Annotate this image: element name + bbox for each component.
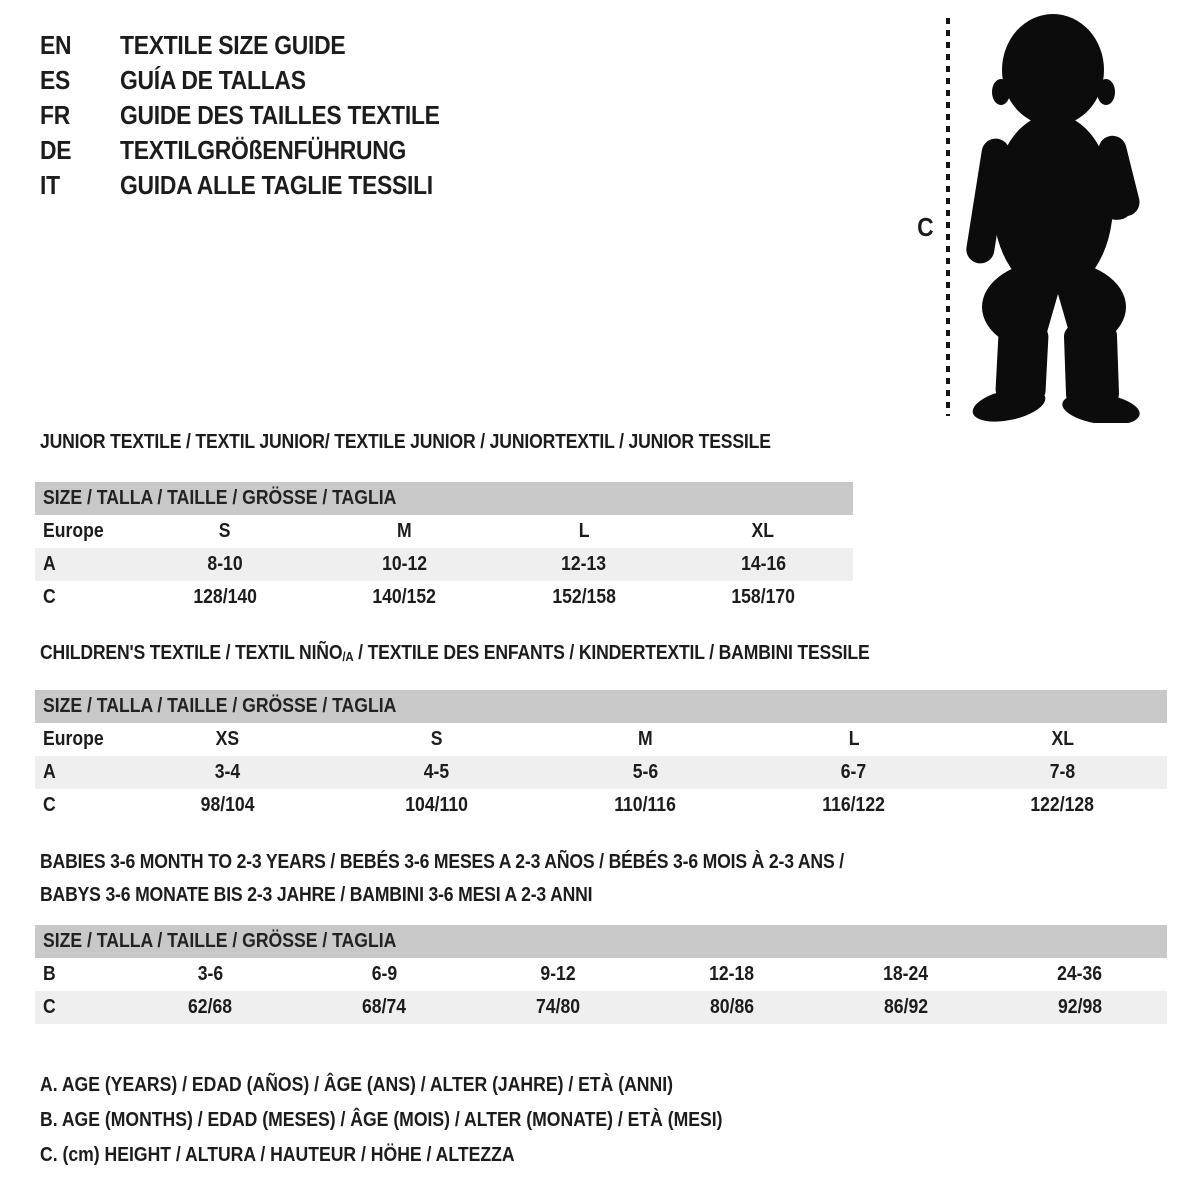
row-label-text: A — [43, 761, 56, 783]
toddler-silhouette-icon — [956, 8, 1146, 423]
height-value-cell — [749, 789, 958, 822]
size-value: XL — [1051, 728, 1074, 750]
age-value: 3-6 — [197, 963, 223, 985]
height-value-cell — [993, 991, 1167, 1024]
age-value-cell — [123, 756, 332, 789]
table-row-age — [35, 756, 1167, 789]
lang-code — [40, 65, 120, 96]
row-label-text: Europe — [43, 728, 104, 750]
size-value: XL — [752, 520, 775, 542]
table-row-age-months — [35, 958, 1167, 991]
height-value-cell — [958, 789, 1167, 822]
size-value: M — [637, 728, 653, 750]
age-value: 9-12 — [540, 963, 576, 985]
lang-title-text: TEXTILE SIZE GUIDE — [120, 30, 346, 60]
lang-row-de — [40, 133, 483, 168]
height-value: 98/104 — [200, 794, 255, 816]
row-label-text: B — [43, 963, 56, 985]
height-value: 128/140 — [192, 586, 257, 608]
lang-row-es — [40, 63, 483, 98]
size-header-label: SIZE / TALLA / TAILLE / GRÖSSE / TAGLIA — [43, 487, 397, 509]
lang-row-en — [40, 28, 483, 63]
lang-code-text: ES — [40, 65, 71, 95]
junior-section-title-text: JUNIOR TEXTILE / TEXTIL JUNIOR/ TEXTILE JUNIOR / JUNIORTEXTIL / JUNIOR TESSILE — [40, 431, 771, 453]
language-title-list — [40, 28, 483, 203]
legend-line-c-text: C. (cm) HEIGHT / ALTURA / HAUTEUR / HÖHE / ALTEZZA — [40, 1144, 515, 1166]
table-row-age — [35, 548, 853, 581]
age-value-cell — [315, 548, 495, 581]
row-label-text: C — [43, 586, 56, 608]
size-value-cell — [135, 515, 315, 548]
table-row-europe — [35, 723, 1167, 756]
height-value: 62/68 — [187, 996, 233, 1018]
age-value-cell — [494, 548, 674, 581]
size-value-cell — [749, 723, 958, 756]
junior-section-title — [40, 431, 870, 454]
size-value: S — [430, 728, 443, 750]
height-value: 110/116 — [614, 794, 676, 816]
height-value-cell — [494, 581, 674, 614]
legend-line-c — [40, 1138, 816, 1173]
lang-title — [120, 65, 331, 96]
size-header-bar — [35, 925, 1167, 958]
height-value-cell — [471, 991, 645, 1024]
table-row-europe — [35, 515, 853, 548]
height-value-cell — [123, 991, 297, 1024]
lang-row-it — [40, 168, 483, 203]
lang-title-text: TEXTILGRÖßENFÜHRUNG — [120, 135, 407, 165]
age-value: 10-12 — [381, 553, 427, 575]
age-value-cell — [749, 756, 958, 789]
row-label — [35, 548, 135, 581]
lang-code — [40, 30, 120, 61]
age-value: 12-18 — [709, 963, 755, 985]
height-measure-label-text: C — [916, 212, 934, 242]
children-section-title — [40, 642, 983, 665]
row-label — [35, 756, 123, 789]
height-value-cell — [297, 991, 471, 1024]
height-measure-label — [908, 212, 942, 243]
height-value-cell — [819, 991, 993, 1024]
lang-title-text: GUIDA ALLE TAGLIE TESSILI — [120, 170, 433, 200]
age-value-cell — [819, 958, 993, 991]
height-value: 122/128 — [1030, 794, 1095, 816]
age-value: 18-24 — [883, 963, 929, 985]
row-label — [35, 958, 123, 991]
size-header-bar — [35, 482, 853, 515]
table-row-height — [35, 789, 1167, 822]
age-value-cell — [297, 958, 471, 991]
babies-section-title-line1-text: BABIES 3-6 MONTH TO 2-3 YEARS / BEBÉS 3-6 MESES A 2-3 AÑOS / BÉBÉS 3-6 MOIS À 2-3 ANS / — [40, 851, 844, 873]
age-value-cell — [674, 548, 854, 581]
height-value: 152/158 — [551, 586, 616, 608]
row-label — [35, 991, 123, 1024]
row-label — [35, 581, 135, 614]
row-label — [35, 789, 123, 822]
children-size-table — [35, 690, 1167, 822]
size-header-label: SIZE / TALLA / TAILLE / GRÖSSE / TAGLIA — [43, 695, 397, 717]
age-value: 24-36 — [1057, 963, 1103, 985]
height-value: 68/74 — [361, 996, 407, 1018]
row-label — [35, 723, 123, 756]
age-value-cell — [471, 958, 645, 991]
age-value-cell — [332, 756, 541, 789]
size-value-cell — [332, 723, 541, 756]
height-value-cell — [315, 581, 495, 614]
lang-title-text: GUIDE DES TAILLES TEXTILE — [120, 100, 440, 130]
height-value: 104/110 — [404, 794, 468, 816]
age-value: 4-5 — [423, 761, 449, 783]
height-value-cell — [332, 789, 541, 822]
size-value-cell — [123, 723, 332, 756]
size-value-cell — [958, 723, 1167, 756]
age-value-cell — [645, 958, 819, 991]
height-value-cell — [123, 789, 332, 822]
lang-code — [40, 100, 120, 131]
row-label-text: A — [43, 553, 56, 575]
lang-title — [120, 170, 476, 201]
height-value-cell — [135, 581, 315, 614]
lang-title-text: GUÍA DE TALLAS — [120, 65, 306, 95]
height-value: 158/170 — [731, 586, 796, 608]
legend-line-a — [40, 1068, 816, 1103]
size-value-cell — [541, 723, 750, 756]
height-value: 140/152 — [372, 586, 437, 608]
height-value-cell — [674, 581, 854, 614]
age-value-cell — [123, 958, 297, 991]
lang-row-fr — [40, 98, 483, 133]
children-title-sub: /A — [342, 649, 354, 664]
size-value: L — [578, 520, 590, 542]
height-value: 86/92 — [883, 996, 929, 1018]
babies-section-title-line1 — [40, 851, 954, 874]
babies-section-title-line2-text: BABYS 3-6 MONATE BIS 2-3 JAHRE / BAMBINI 3-6 MESI A 2-3 ANNI — [40, 884, 593, 906]
age-value: 3-4 — [214, 761, 241, 783]
height-value: 74/80 — [535, 996, 581, 1018]
age-value: 6-7 — [841, 761, 867, 783]
babies-section-title-line2 — [40, 884, 668, 907]
row-label-text: C — [43, 794, 56, 816]
height-measure-dashed-line — [946, 18, 950, 416]
legend-line-a-text: A. AGE (YEARS) / EDAD (AÑOS) / ÂGE (ANS) / ALTER (JAHRE) / ETÀ (ANNI) — [40, 1074, 673, 1096]
table-row-height — [35, 581, 853, 614]
age-value: 8-10 — [207, 553, 243, 575]
age-value: 7-8 — [1049, 761, 1076, 783]
lang-title — [120, 100, 483, 131]
lang-code-text: DE — [40, 135, 72, 165]
size-header-bar — [35, 690, 1167, 723]
height-value-cell — [541, 789, 750, 822]
age-value: 12-13 — [561, 553, 607, 575]
lang-code-text: IT — [40, 170, 60, 200]
table-row-height — [35, 991, 1167, 1024]
legend-line-b — [40, 1103, 816, 1138]
row-label-text: Europe — [43, 520, 104, 542]
age-value-cell — [541, 756, 750, 789]
size-value-cell — [674, 515, 854, 548]
lang-title — [120, 135, 445, 166]
lang-code-text: FR — [40, 100, 70, 130]
size-value: L — [848, 728, 860, 750]
children-title-pre: CHILDREN'S TEXTILE / TEXTIL NIÑO — [40, 642, 343, 664]
legend-block — [40, 1068, 816, 1173]
age-value: 5-6 — [632, 761, 658, 783]
row-label — [35, 515, 135, 548]
size-header-label: SIZE / TALLA / TAILLE / GRÖSSE / TAGLIA — [43, 930, 397, 952]
size-value-cell — [494, 515, 674, 548]
lang-title — [120, 30, 376, 61]
height-value: 92/98 — [1057, 996, 1103, 1018]
lang-code — [40, 135, 120, 166]
height-value: 116/122 — [822, 794, 886, 816]
age-value-cell — [993, 958, 1167, 991]
age-value: 6-9 — [371, 963, 397, 985]
age-value: 14-16 — [740, 553, 786, 575]
age-value-cell — [958, 756, 1167, 789]
size-value: S — [218, 520, 231, 542]
children-section-title-text — [40, 642, 870, 665]
height-value: 80/86 — [709, 996, 755, 1018]
lang-code-text: EN — [40, 30, 72, 60]
lang-code — [40, 170, 120, 201]
babies-size-table — [35, 925, 1167, 1024]
legend-line-b-text: B. AGE (MONTHS) / EDAD (MESES) / ÂGE (MOIS) / ALTER (MONATE) / ETÀ (MESI) — [40, 1109, 723, 1131]
children-title-post: / TEXTILE DES ENFANTS / KINDERTEXTIL / BAMBINI TESSILE — [353, 642, 870, 664]
row-label-text: C — [43, 996, 56, 1018]
junior-size-table — [35, 482, 853, 614]
age-value-cell — [135, 548, 315, 581]
height-value-cell — [645, 991, 819, 1024]
size-value: XS — [215, 728, 240, 750]
size-value-cell — [315, 515, 495, 548]
size-value: M — [396, 520, 412, 542]
